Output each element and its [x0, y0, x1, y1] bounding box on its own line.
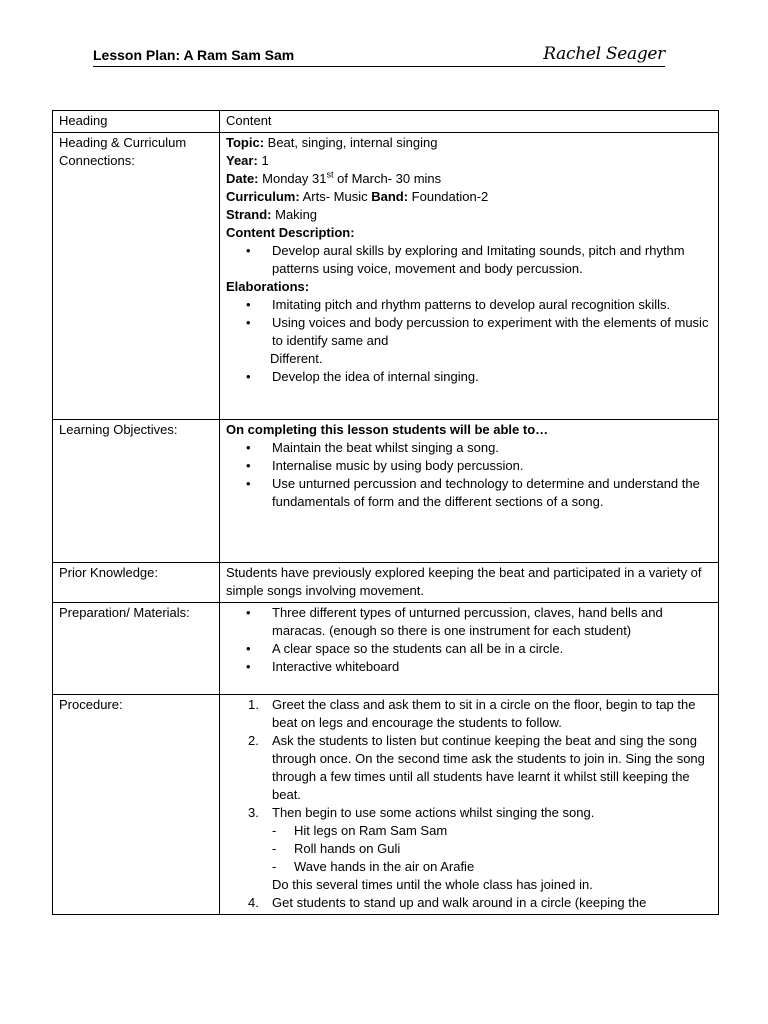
elaborations-list [226, 296, 712, 350]
procedure-row [53, 695, 719, 915]
after-actions-note: Do this several times until the whole class has joined in. [272, 877, 593, 892]
objectives-intro: On completing this lesson students will be able to… [226, 422, 549, 437]
prior-knowledge-content: Students have previously explored keeping the beat and participated in a variety of simple songs involving movement. [220, 563, 719, 603]
list-item: - Hit legs on Ram Sam Sam [226, 822, 712, 840]
elaborations-list-continued [226, 368, 712, 386]
procedure-steps [226, 696, 712, 912]
procedure-step: 2. Ask the students to listen but continue keeping the beat and sing the song through once. On the second time ask the students to join in. Sing the song through a few times until all students have learnt it whilst still keeping the beat. [248, 733, 705, 802]
objectives-row-content [220, 420, 719, 563]
list-item: • A clear space so the students can all be in a circle. [226, 640, 712, 658]
elaboration-continuation: Different. [270, 351, 323, 366]
strand-line: Strand: Making [226, 207, 318, 222]
author-signature: Rachel Seager [543, 44, 665, 64]
list-item: • Internalise music by using body percussion. [226, 457, 712, 475]
document-title: Lesson Plan: A Ram Sam Sam [93, 47, 295, 63]
list-item: • Imitating pitch and rhythm patterns to develop aural recognition skills. [226, 296, 712, 314]
action-list [226, 822, 712, 876]
list-item: • Develop the idea of internal singing. [226, 368, 712, 386]
year-line: Year: 1 [226, 153, 269, 168]
curriculum-row-content [220, 133, 719, 420]
list-item: • Using voices and body percussion to experiment with the elements of music to identify same and [226, 314, 712, 350]
materials-row [53, 603, 719, 695]
objectives-list [226, 439, 712, 511]
procedure-content [220, 695, 719, 915]
materials-label: Preparation/ Materials: [53, 603, 220, 695]
content-description-heading: Content Description: [226, 225, 355, 240]
prior-knowledge-row [53, 563, 719, 603]
list-item: • Maintain the beat whilst singing a song. [226, 439, 712, 457]
list-item: • Develop aural skills by exploring and Imitating sounds, pitch and rhythm patterns using voice, movement and body percussion. [226, 242, 712, 278]
list-item: • Interactive whiteboard [226, 658, 712, 676]
table-header-row [53, 111, 719, 133]
objectives-row [53, 420, 719, 563]
list-item: • Use unturned percussion and technology to determine and understand the fundamentals of form and the different sections of a song. [226, 475, 712, 511]
curriculum-row-label: Heading & Curriculum Connections: [53, 133, 220, 420]
procedure-step: 3. Then begin to use some actions whilst singing the song. - Hit legs on Ram Sam Sam - Roll hands on Guli - Wave hands in the air on Arafie Do this several times until the whole class has joined in. [226, 804, 712, 894]
elaborations-heading: Elaborations: [226, 279, 310, 294]
materials-content [220, 603, 719, 695]
list-item: - Wave hands in the air on Arafie [226, 858, 712, 876]
procedure-step: 1. Greet the class and ask them to sit in a circle on the floor, begin to tap the beat on legs and encourage the students to follow. [248, 697, 696, 730]
date-line: Date: Monday 31st of March- 30 mins [226, 169, 442, 186]
procedure-step: 4. Get students to stand up and walk around in a circle (keeping the [248, 895, 647, 910]
content-description-list [226, 242, 712, 278]
materials-list [226, 604, 712, 676]
list-item: - Roll hands on Guli [226, 840, 712, 858]
curriculum-row [53, 133, 719, 420]
curriculum-line: Curriculum: Arts- Music Band: Foundation-2 [226, 189, 489, 204]
topic-line: Topic: Beat, singing, internal singing [226, 135, 438, 150]
list-item: • Three different types of unturned percussion, claves, hand bells and maracas. (enough so there is one instrument for each student) [226, 604, 712, 640]
heading-column-header: Heading [53, 111, 220, 133]
procedure-label: Procedure: [53, 695, 220, 915]
prior-knowledge-label: Prior Knowledge: [53, 563, 220, 603]
objectives-row-label: Learning Objectives: [53, 420, 220, 563]
content-column-header: Content [220, 111, 719, 133]
document-header [93, 44, 665, 67]
lesson-plan-table [52, 110, 719, 915]
